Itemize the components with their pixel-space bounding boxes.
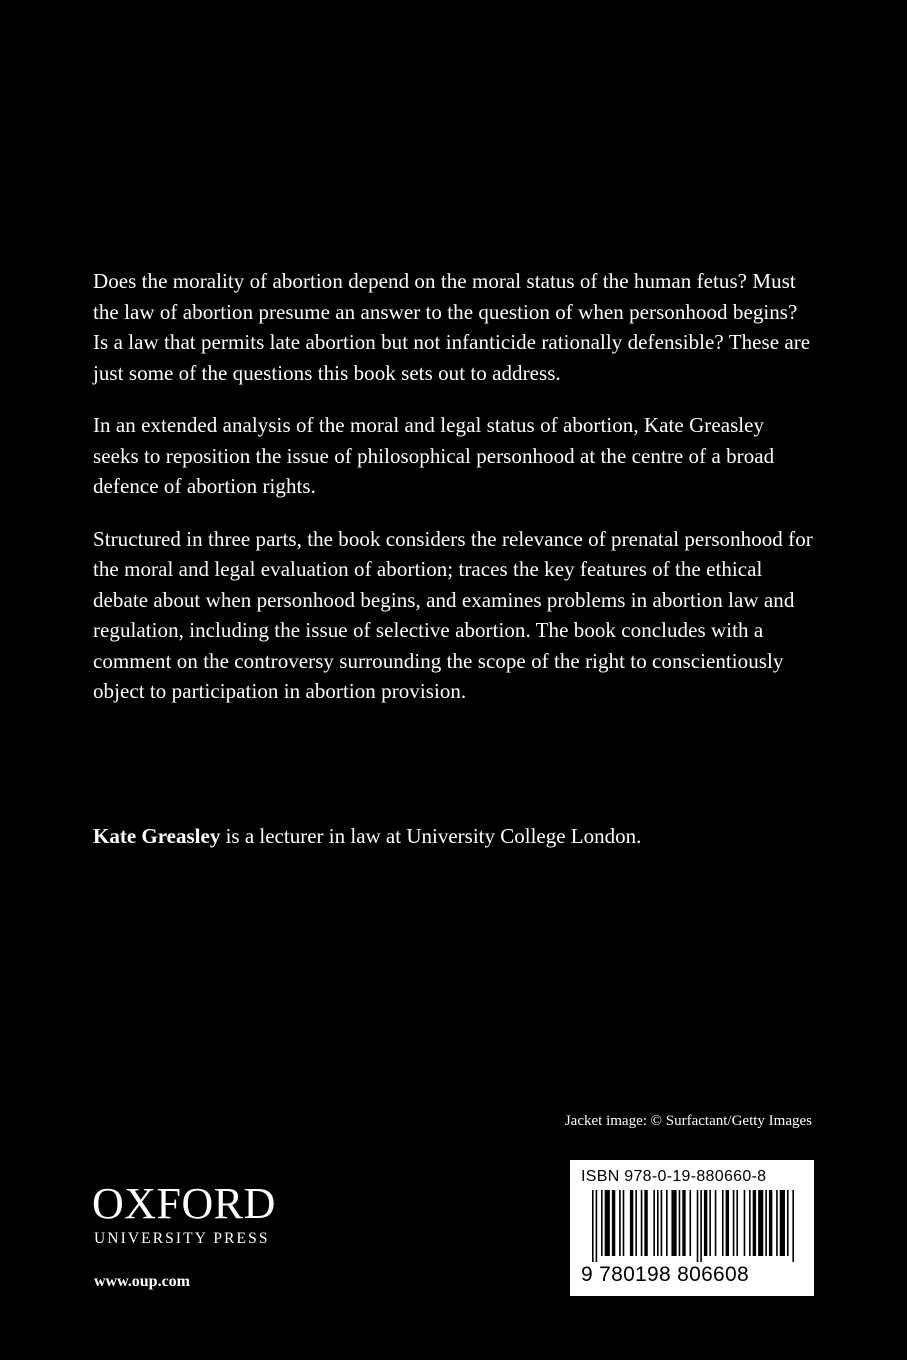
barcode-bar — [722, 1190, 724, 1256]
barcode-bar — [635, 1190, 637, 1256]
publisher-logo-main: OXFORD — [92, 1179, 276, 1228]
barcode-bar — [657, 1190, 659, 1256]
barcode-bar — [605, 1190, 610, 1256]
barcode-bar — [780, 1190, 785, 1256]
barcode-bar — [679, 1190, 681, 1256]
barcode-digits: 9 780198 806608 — [581, 1263, 749, 1286]
barcode-bar — [671, 1190, 676, 1256]
barcode-bar — [758, 1190, 763, 1256]
barcode-bar — [596, 1190, 598, 1262]
barcode-bar — [619, 1190, 621, 1256]
barcode-bar — [765, 1190, 767, 1256]
barcode-bar — [733, 1190, 735, 1256]
author-bio — [93, 821, 813, 851]
publisher-logo-sub: UNIVERSITY PRESS — [94, 1230, 270, 1247]
barcode-bar — [792, 1190, 794, 1262]
isbn-barcode-box — [570, 1160, 814, 1296]
barcode-bar — [726, 1190, 729, 1256]
barcode-bar — [653, 1190, 655, 1256]
barcode-bar — [769, 1190, 772, 1256]
barcode-bar — [623, 1190, 625, 1256]
barcode-bar — [744, 1190, 746, 1256]
jacket-image-credit: Jacket image: © Surfactant/Getty Images — [564, 1113, 812, 1129]
barcode-bar — [776, 1190, 778, 1256]
barcode-bar — [630, 1190, 633, 1256]
barcode-bar — [689, 1190, 691, 1256]
publisher-logo — [92, 1179, 276, 1248]
barcode-bar — [704, 1190, 707, 1256]
barcode-bar — [700, 1190, 702, 1262]
author-name: Kate Greasley — [93, 824, 221, 848]
barcode-bar — [592, 1190, 594, 1262]
author-bio-text: is a lecturer in law at University College London. — [220, 824, 642, 848]
barcode-bar — [661, 1190, 663, 1256]
barcode-bar — [641, 1190, 643, 1256]
barcode-bar — [736, 1190, 738, 1256]
barcode-bar — [644, 1190, 647, 1256]
blurb-paragraph-1: Does the morality of abortion depend on the moral status of the human fetus? Must the law of abortion presume an answer to the question of when personhood begins? Is a law that permits late abortion but not infanticide rationally defensible? These are just some of the questions this book sets out to address. — [93, 269, 811, 385]
barcode-bar — [697, 1190, 699, 1262]
barcode-icon — [592, 1190, 796, 1262]
publisher-url[interactable]: www.oup.com — [94, 1273, 191, 1290]
blurb-paragraph-3: Structured in three parts, the book considers the relevance of prenatal personhood for the moral and legal evaluation of abortion; traces the key features of the ethical debate about when personhood begins, and examines problems in abortion law and regulation, including the issue of selective abortion. The book concludes with a comment on the controversy surrounding the scope of the right to conscientiously object to participation in abortion provision. — [93, 526, 813, 703]
barcode-bar — [682, 1190, 685, 1256]
barcode-bar — [787, 1190, 789, 1256]
blurb-paragraph-2: In an extended analysis of the moral and legal status of abortion, Kate Greasley seeks to reposition the issue of philosophical personhood at the centre of a broad defence of abortion rights. — [93, 413, 775, 498]
barcode-bar — [601, 1190, 603, 1256]
barcode-bar — [753, 1190, 756, 1256]
barcode-bar — [709, 1190, 711, 1256]
barcode-bar — [715, 1190, 717, 1256]
blurb — [93, 266, 813, 729]
barcode-bar — [612, 1190, 615, 1256]
barcode-bar — [749, 1190, 751, 1256]
barcode-bar — [666, 1190, 668, 1256]
isbn-label: ISBN 978-0-19-880660-8 — [581, 1168, 767, 1185]
